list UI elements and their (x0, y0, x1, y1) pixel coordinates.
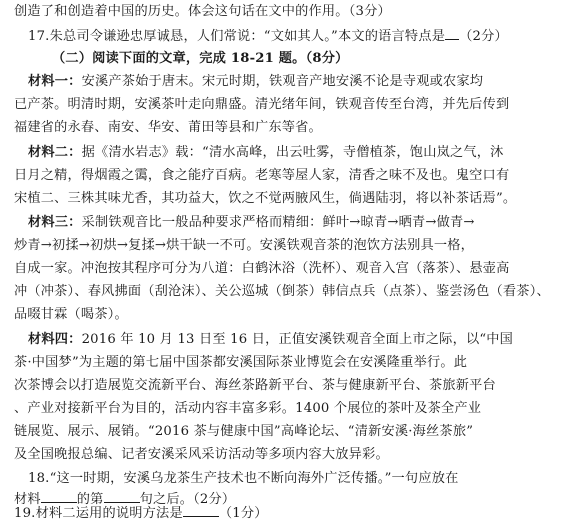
q17-score: （2分） (459, 29, 508, 44)
material-1-label: 材料一： (28, 74, 82, 89)
material-4-line: 、产业对接新平台为目的，活动内容丰富多彩。1400 个展位的茶叶及茶全产业 (14, 401, 482, 416)
material-1-line: 福建省的永春、南安、华安、莆田等县和广东等省。 (14, 120, 322, 135)
q18-middle: 的第 (76, 492, 104, 507)
material-4-line: 链展览、展示、展销。“2016 茶与健康中国”高峰论坛、“清新安溪·海丝茶旅” (14, 424, 474, 439)
material-4-line: 茶·中国梦”为主题的第七届中国茶都安溪国际茶业博览会在安溪隆重举行。此 (14, 355, 468, 370)
material-3-line: 自成一家。冲泡按其程序可分为八道：白鹤沐浴（洗杯）、观音入宫（落茶）、悬壶高 (14, 261, 510, 276)
q17-text: 17.朱总司令谦逊忠厚诚恳，人们常说：“文如其人。”本文的语言特点是 (28, 29, 446, 44)
material-3-line: 品啜甘霖（喝茶）。 (14, 307, 128, 322)
q18-line-1: 18.“这一时期，安溪乌龙茶生产技术也不断向海外广泛传播。”一句应放在 (28, 471, 459, 486)
material-1-line: 已产茶。明清时期，安溪茶叶走向鼎盛。清光绪年间，铁观音传至台湾，并先后传到 (14, 97, 510, 112)
q17-answer-blank[interactable] (445, 26, 459, 40)
q18-suffix: 句之后。（2分） (139, 492, 236, 507)
question-19-partial (14, 503, 544, 521)
section-2-heading: （二）阅读下面的文章，完成 18-21 题。（8分） (52, 51, 349, 66)
q18-prefix: 材料 (14, 492, 41, 507)
material-2-line: 据《清水岩志》载：“清水高峰，出云吐雾，寺僧植茶，饱山岚之气，沐 (81, 145, 504, 160)
material-3-label: 材料三： (28, 215, 82, 230)
material-4-line: 及全国晚报总编、记者安溪采风采访活动等多项内容大放异彩。 (14, 447, 389, 462)
material-4-line: 次茶博会以打造展览交流新平台、海丝茶路新平台、茶与健康新平台、茶旅新平台 (14, 378, 496, 393)
material-1-line: 安溪产茶始于唐末。宋元时期，铁观音产地安溪不论是寺观或农家均 (81, 74, 484, 89)
q19-text: 19.材料二运用的说明方法是 (14, 506, 183, 521)
q18-sentence-blank[interactable] (104, 489, 140, 503)
material-3-line: 炒青→初揉→初烘→复揉→烘干缺一不可。安溪铁观音茶的泡饮方法别具一格， (14, 238, 475, 253)
material-2-line: 宋植二、三株其味尤香，其功益大，饮之不觉两腋风生，倘遇陆羽，将以补茶话焉”。 (14, 191, 517, 206)
material-3-line: 冲（冲茶）、春风拂面（刮沧沫）、关公巡城（倒茶）韩信点兵（点茶）、鉴尝汤色（看茶）、 (14, 284, 550, 299)
question-17 (28, 26, 558, 46)
material-2-label: 材料二： (28, 145, 82, 160)
q16-tail: 创造了和创造着中国的历史。体会这句话在文中的作用。（3分） (14, 4, 391, 19)
q18-material-blank[interactable] (41, 489, 77, 503)
material-4-line: 2016 年 10 月 13 日至 16 日，正值安溪铁观音全面上市之际，以“中国 (81, 332, 514, 347)
material-4-label: 材料四： (28, 332, 82, 347)
q19-answer-blank[interactable] (183, 503, 219, 517)
q19-score: （1分） (218, 506, 268, 521)
material-2-line: 日月之精，得烟霞之霭，食之能疗百病。老寒等屋人家，清香之味不及也。鬼空口有 (14, 168, 510, 183)
material-3-line: 采制铁观音比一般品种要求严格而精细：鲜叶→晾青→晒青→做青→ (81, 215, 475, 230)
